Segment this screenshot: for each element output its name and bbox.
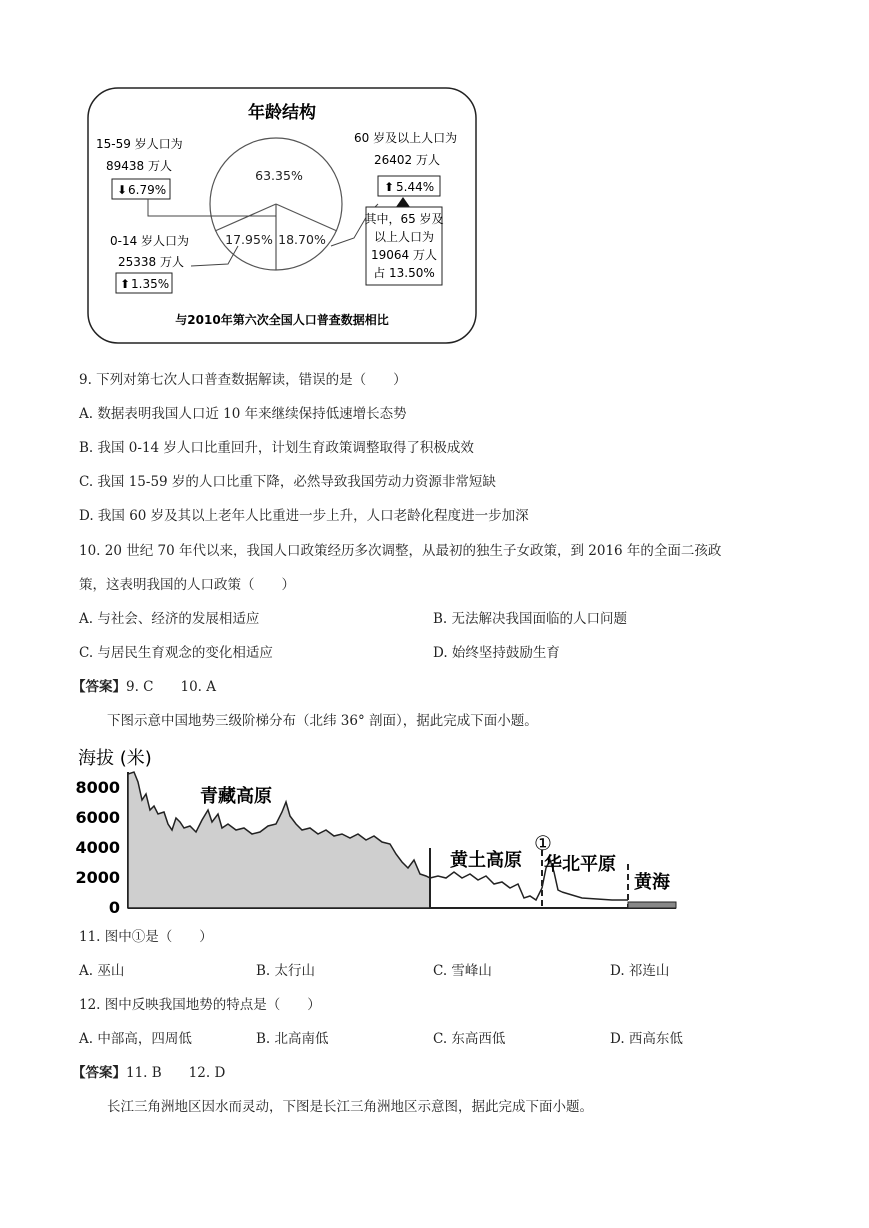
change-60: 5.44% [396, 180, 435, 194]
q11-option-a[interactable]: A. 巫山 [79, 963, 125, 979]
y-tick-0: 0 [108, 898, 120, 917]
q9-stem: 9. 下列对第七次人口普查数据解读，错误的是（ ） [79, 372, 407, 388]
figure-title: 年龄结构 [248, 103, 316, 123]
q10-stem-line1: 10. 20 世纪 70 年代以来，我国人口政策经历多次调整，从最初的独生子女政策，到 2016 年的全面二孩政 [79, 543, 722, 559]
q11-option-c[interactable]: C. 雪峰山 [433, 963, 492, 979]
q10-stem-line2: 策，这表明我国的人口政策（ ） [79, 577, 295, 593]
label-huangtu: 黄土高原 [450, 850, 522, 871]
figure-footer: 与2010年第六次全国人口普查数据相比 [175, 313, 389, 327]
intro-yangtze-delta: 长江三角洲地区因水而灵动，下图是长江三角洲地区示意图，据此完成下面小题。 [107, 1099, 593, 1115]
q12-option-d[interactable]: D. 西高东低 [610, 1031, 683, 1047]
label-0-14-line2: 25338 万人 [118, 255, 184, 269]
pie-label-0-14: 17.95% [225, 232, 273, 247]
q11-option-d[interactable]: D. 祁连山 [610, 963, 670, 979]
label-65-line3: 19064 万人 [371, 248, 437, 262]
arrow-up-icon-60: ⬆ [384, 180, 395, 194]
q10-option-c[interactable]: C. 与居民生育观念的变化相适应 [79, 645, 273, 661]
q12-option-c[interactable]: C. 东高西低 [433, 1031, 506, 1047]
q11-stem: 11. 图中①是（ ） [79, 929, 213, 945]
terrain-profile-figure [72, 742, 682, 920]
pie-label-15-59: 63.35% [255, 168, 303, 183]
label-15-59-line1: 15-59 岁人口为 [96, 137, 183, 151]
q11-option-b[interactable]: B. 太行山 [256, 963, 316, 979]
arrow-down-icon: ⬇ [117, 183, 128, 197]
age-structure-figure [86, 86, 478, 346]
q9-option-a[interactable]: A. 数据表明我国人口近 10 年来继续保持低速增长态势 [79, 406, 407, 422]
intro-terrain: 下图示意中国地势三级阶梯分布（北纬 36° 剖面），据此完成下面小题。 [107, 713, 538, 729]
q9-option-b[interactable]: B. 我国 0-14 岁人口比重回升，计划生育政策调整取得了积极成效 [79, 440, 474, 456]
q10-option-b[interactable]: B. 无法解决我国面临的人口问题 [433, 611, 628, 627]
label-huabei: 华北平原 [544, 854, 616, 875]
arrow-up-icon: ⬆ [120, 277, 131, 291]
y-tick-4000: 4000 [75, 838, 120, 857]
q9-option-c[interactable]: C. 我国 15-59 岁的人口比重下降，必然导致我国劳动力资源非常短缺 [79, 474, 496, 490]
label-15-59-line2: 89438 万人 [106, 159, 172, 173]
q12-option-b[interactable]: B. 北高南低 [256, 1031, 329, 1047]
y-tick-8000: 8000 [75, 778, 120, 797]
label-60-line1: 60 岁及以上人口为 [354, 131, 458, 145]
answer-bracket-2: 【答案】 [72, 1065, 126, 1081]
answer-text-2: 11. B 12. D [126, 1065, 226, 1081]
huanghai-water [628, 902, 676, 908]
q9-option-d[interactable]: D. 我国 60 岁及其以上老年人比重进一步上升，人口老龄化程度进一步加深 [79, 508, 529, 524]
label-qingzang: 青藏高原 [200, 786, 272, 807]
q10-option-a[interactable]: A. 与社会、经济的发展相适应 [79, 611, 260, 627]
qingzang-terrain [128, 772, 430, 908]
y-ticks [75, 778, 120, 917]
label-0-14-line1: 0-14 岁人口为 [110, 234, 190, 248]
y-tick-2000: 2000 [75, 868, 120, 887]
label-marker-1: ① [534, 831, 552, 855]
change-0-14: 1.35% [131, 277, 170, 291]
q12-option-a[interactable]: A. 中部高，四周低 [79, 1031, 192, 1047]
label-huanghai: 黄海 [634, 872, 670, 893]
answer-bracket: 【答案】 [72, 679, 126, 695]
huabei-terrain [562, 892, 628, 900]
change-15-59: 6.79% [128, 183, 167, 197]
q10-option-d[interactable]: D. 始终坚持鼓励生育 [433, 645, 560, 661]
y-tick-6000: 6000 [75, 808, 120, 827]
answer-text: 9. C 10. A [126, 679, 217, 695]
q12-stem: 12. 图中反映我国地势的特点是（ ） [79, 997, 321, 1013]
answer-9-10 [72, 678, 216, 696]
label-65-line1: 其中，65 岁及 [364, 212, 444, 226]
huangtu-terrain [430, 872, 542, 900]
pie-label-60: 18.70% [278, 232, 326, 247]
label-65-line4: 占 13.50% [373, 266, 435, 280]
answer-11-12 [72, 1064, 225, 1082]
label-65-line2: 以上人口为 [373, 230, 435, 244]
label-60-line2: 26402 万人 [374, 153, 440, 167]
y-axis-label: 海拔 (米) [78, 748, 152, 769]
